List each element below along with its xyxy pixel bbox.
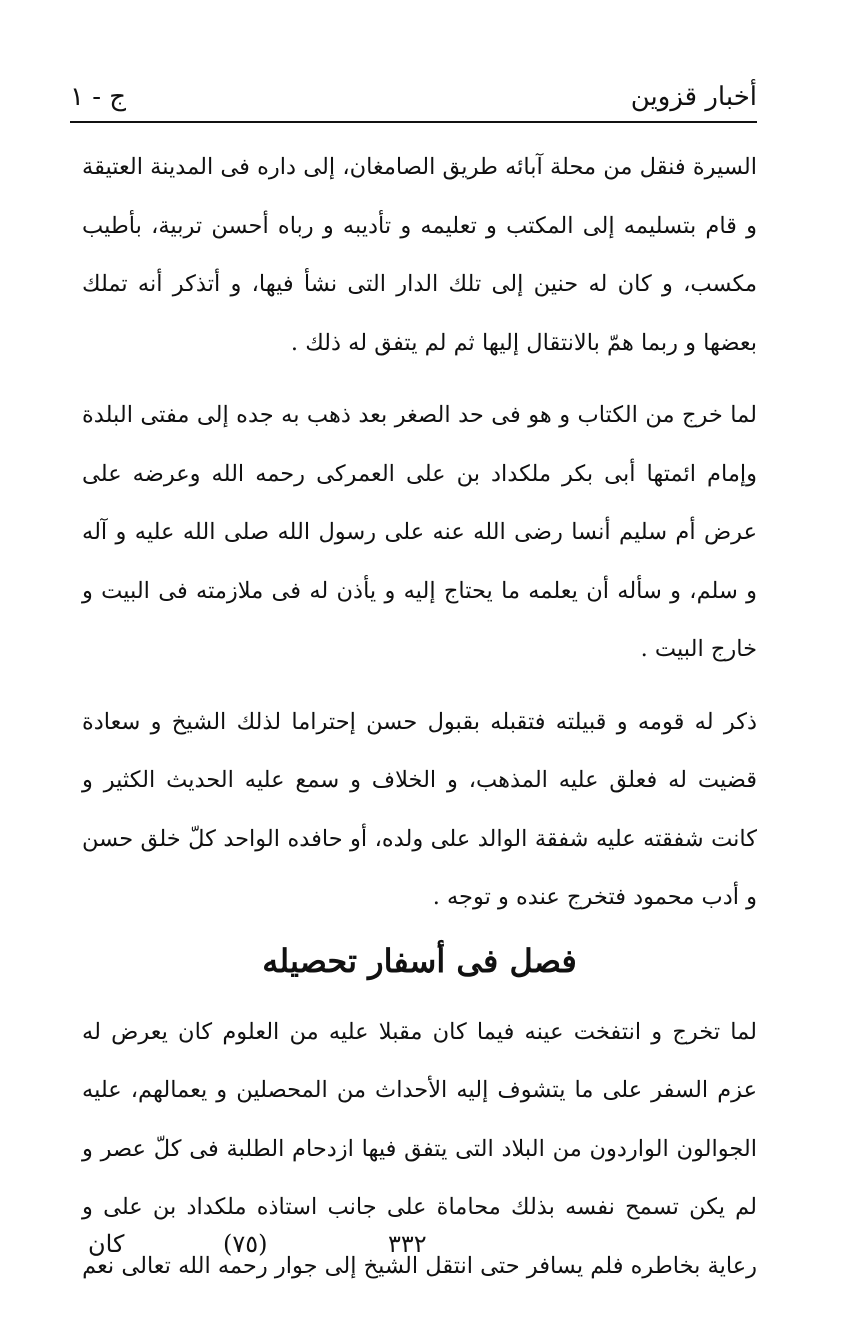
fascicle-number: (٧٥) (223, 1230, 268, 1258)
running-header (70, 72, 757, 122)
paragraph-1: السيرة فنقل من محلة آبائه طريق الصامغان، إلى داره فى المدينة العتيقة و قام بتسليمه إلى المكتب و تعليمه و تأديبه و رباه أحسن تربية، بأطيب مكسب، و كان له حنين إلى تلك الدار التى نشأ فيها، و أتذكر أنه تملك بعضها و ربما همّ بالانتقال إليها ثم لم يتفق له ذلك . (82, 154, 757, 356)
page-footer (88, 1230, 757, 1270)
paragraph-gap (82, 372, 757, 386)
paragraph-2: لما خرج من الكتاب و هو فى حد الصغر بعد ذهب به جده إلى مفتى البلدة وإمام ائمتها أبى بكر ملكداد بن على العمركى رحمه الله وعرضه على عرض أم سليم أنسا رضى الله عنه على رسول الله صلى الله عليه و آله و سلم، و سأله أن يعلمه ما يحتاج إليه و يأذن له فى ملازمته فى البيت و خارج البيت . (82, 402, 757, 662)
catchword: كان (88, 1230, 125, 1258)
running-title: أخبار قزوين (630, 82, 757, 112)
main-text (82, 138, 757, 1295)
header-rule (70, 121, 757, 123)
section-heading: فصل فى أسفار تحصيله (262, 941, 577, 980)
section-paragraph: لما تخرج و انتفخت عينه فيما كان مقبلا عليه من العلوم كان يعرض له عزم السفر على ما يتشوف إليه الأحداث من المحصلين و يعمالهم، عليه الجوالون الواردون من البلاد التى يتفق فيها ازدحام الطلبة فى كلّ عصر و لم يكن تسمح نفسه بذلك محاماة على جانب استاذه ملكداد بن على و رعاية بخاطره فلم يسافر حتى انتقل الشيخ إلى جوار رحمه الله تعالى نعم (82, 1018, 757, 1279)
page-number: ٣٣٢ (388, 1230, 427, 1258)
paragraph-3: ذكر له قومه و قبيلته فتقبله بقبول حسن إحتراما لذلك الشيخ و سعادة قضيت له فعلق عليه المذهب، و الخلاف و سمع عليه الحديث الكثير و كانت شفقته عليه شفقة الوالد على ولده، أو حافده الواحد كلّ خلق حسن و أدب محمود فتخرج عنده و توجه . (82, 708, 757, 910)
paragraph-gap (82, 679, 757, 693)
volume-number: ج - ١ (70, 82, 127, 112)
